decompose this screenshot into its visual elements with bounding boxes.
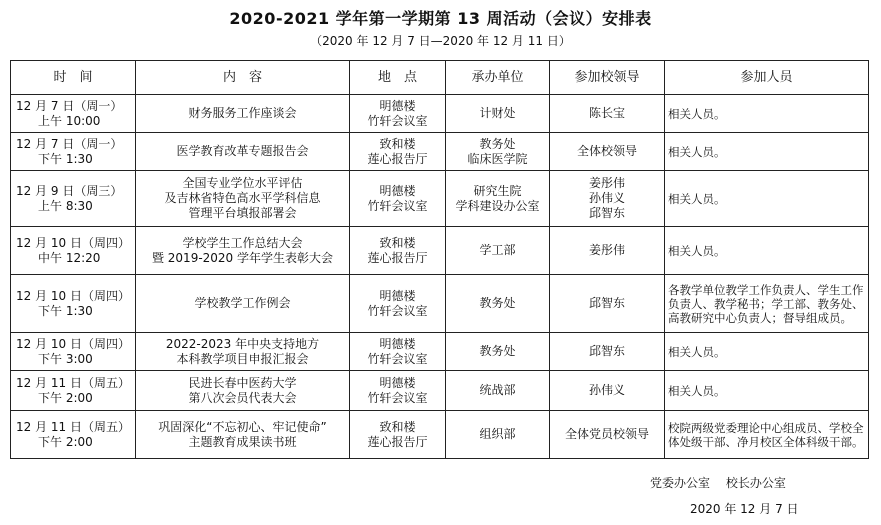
cell-host	[446, 95, 550, 133]
cell-date: 12 月 11 日（周五）	[16, 419, 130, 434]
cell-clock-time: 下午 1:30	[38, 303, 93, 318]
cell-date: 12 月 10 日（周四）	[16, 288, 130, 303]
cell-time	[11, 411, 136, 459]
page-subtitle: （2020 年 12 月 7 日—2020 年 12 月 11 日）	[310, 34, 571, 48]
cell-time	[11, 371, 136, 411]
cell-people: 相关人员。	[665, 171, 869, 227]
table-row	[11, 133, 869, 171]
cell-clock-time: 上午 10:00	[38, 113, 101, 128]
cell-clock-time: 下午 2:00	[38, 434, 93, 449]
cell-people: 相关人员。	[665, 133, 869, 171]
table-row	[11, 227, 869, 275]
header-host: 承办单位	[446, 61, 550, 95]
cell-place-line: 致和楼	[379, 419, 416, 434]
cell-place-line: 明德楼	[379, 288, 416, 303]
cell-content	[136, 95, 350, 133]
cell-host	[446, 227, 550, 275]
cell-content	[136, 227, 350, 275]
table-header-row	[11, 61, 869, 95]
cell-date: 12 月 9 日（周三）	[16, 183, 123, 198]
cell-leaders-line: 孙伟义	[588, 383, 625, 397]
cell-host	[446, 371, 550, 411]
cell-content-line: 财务服务工作座谈会	[188, 106, 297, 120]
cell-clock-time: 下午 2:00	[38, 390, 93, 405]
cell-people: 相关人员。	[665, 333, 869, 371]
cell-content-line: 医学教育改革专题报告会	[176, 144, 309, 158]
cell-clock-time: 上午 8:30	[38, 198, 93, 213]
cell-leaders	[550, 275, 665, 333]
header-content: 内 容	[136, 61, 350, 95]
cell-leaders	[550, 95, 665, 133]
cell-place-line: 竹轩会议室	[367, 390, 428, 405]
cell-time	[11, 333, 136, 371]
cell-content-line: 第八次会员代表大会	[188, 390, 297, 405]
cell-place-line: 明德楼	[379, 98, 416, 113]
cell-time	[11, 227, 136, 275]
table-row	[11, 371, 869, 411]
cell-place-line: 莲心报告厅	[367, 434, 428, 449]
header-people: 参加人员	[665, 61, 869, 95]
table-row	[11, 411, 869, 459]
cell-host-line: 教务处	[479, 344, 516, 358]
cell-time	[11, 95, 136, 133]
cell-place-line: 致和楼	[379, 136, 416, 151]
header-place: 地 点	[350, 61, 446, 95]
cell-content	[136, 133, 350, 171]
table-row	[11, 95, 869, 133]
table-row	[11, 333, 869, 371]
cell-place-line: 竹轩会议室	[367, 198, 428, 213]
cell-host-line: 计财处	[479, 106, 516, 120]
cell-content-line: 暨 2019-2020 学年学生表彰大会	[151, 250, 334, 265]
cell-host	[446, 171, 550, 227]
cell-content-line: 民进长春中医药大学	[188, 375, 297, 390]
cell-content	[136, 371, 350, 411]
cell-people: 相关人员。	[665, 227, 869, 275]
cell-place-line: 致和楼	[379, 235, 416, 250]
cell-date: 12 月 7 日（周一）	[16, 136, 123, 151]
cell-place-line: 竹轩会议室	[367, 113, 428, 128]
cell-content-line: 全国专业学位水平评估	[182, 176, 303, 190]
cell-host-line: 学工部	[479, 243, 516, 257]
cell-place	[350, 411, 446, 459]
cell-host	[446, 411, 550, 459]
cell-leaders	[550, 411, 665, 459]
cell-place	[350, 227, 446, 275]
cell-leaders	[550, 133, 665, 171]
table-row	[11, 275, 869, 333]
cell-host-line: 教务处	[479, 136, 516, 151]
cell-host	[446, 333, 550, 371]
cell-place	[350, 333, 446, 371]
cell-place	[350, 275, 446, 333]
cell-content	[136, 411, 350, 459]
cell-date: 12 月 7 日（周一）	[16, 98, 123, 113]
cell-leaders	[550, 171, 665, 227]
cell-place	[350, 371, 446, 411]
cell-people: 校院两级党委理论中心组成员、学校全体处级干部、净月校区全体科级干部。	[665, 411, 869, 459]
cell-place-line: 明德楼	[379, 375, 416, 390]
cell-people: 相关人员。	[665, 371, 869, 411]
header-time: 时 间	[11, 61, 136, 95]
cell-content	[136, 275, 350, 333]
cell-host	[446, 275, 550, 333]
cell-place-line: 莲心报告厅	[367, 250, 428, 265]
cell-leaders	[550, 227, 665, 275]
cell-clock-time: 中午 12:20	[38, 250, 101, 265]
cell-content-line: 管理平台填报部署会	[188, 206, 297, 220]
cell-host-line: 研究生院	[473, 183, 522, 198]
cell-place-line: 明德楼	[379, 183, 416, 198]
table-row	[11, 171, 869, 227]
cell-place-line: 莲心报告厅	[367, 151, 428, 166]
cell-time	[11, 275, 136, 333]
cell-content-line: 学校教学工作例会	[194, 296, 291, 310]
cell-people: 相关人员。	[665, 95, 869, 133]
cell-leaders-line: 全体党员校领导	[564, 427, 649, 441]
cell-leaders	[550, 333, 665, 371]
cell-leaders-line: 陈长宝	[588, 106, 625, 120]
cell-clock-time: 下午 1:30	[38, 151, 93, 166]
cell-place	[350, 133, 446, 171]
cell-clock-time: 下午 3:00	[38, 351, 93, 366]
cell-content	[136, 171, 350, 227]
cell-content-line: 本科教学项目申报汇报会	[176, 351, 309, 366]
cell-place	[350, 171, 446, 227]
cell-people: 各教学单位教学工作负责人、学生工作负责人、教学秘书；学工部、教务处、高教研究中心负责人；督导组成员。	[665, 275, 869, 333]
cell-date: 12 月 11 日（周五）	[16, 375, 130, 390]
cell-host-line: 统战部	[479, 383, 516, 397]
cell-date: 12 月 10 日（周四）	[16, 336, 130, 351]
cell-place-line: 明德楼	[379, 336, 416, 351]
cell-time	[11, 171, 136, 227]
cell-content-line: 学校学生工作总结大会	[182, 235, 303, 250]
cell-leaders-line: 邱智东	[588, 206, 625, 220]
cell-leaders-line: 姜彤伟	[588, 243, 625, 257]
cell-leaders-line: 全体校领导	[576, 144, 637, 158]
cell-host-line: 教务处	[479, 296, 516, 310]
header-leaders: 参加校领导	[550, 61, 665, 95]
cell-content-line: 及吉林省特色高水平学科信息	[164, 191, 321, 205]
cell-host-line: 组织部	[479, 427, 516, 441]
cell-date: 12 月 10 日（周四）	[16, 235, 130, 250]
cell-place-line: 竹轩会议室	[367, 303, 428, 318]
cell-content	[136, 333, 350, 371]
footer-date: 2020 年 12 月 7 日	[690, 502, 799, 516]
cell-leaders-line: 邱智东	[588, 296, 625, 310]
footer-offices: 党委办公室 校长办公室	[650, 476, 786, 490]
cell-place	[350, 95, 446, 133]
cell-content-line: 巩固深化“不忘初心、牢记使命”	[158, 419, 327, 434]
cell-leaders	[550, 371, 665, 411]
cell-leaders-line: 邱智东	[588, 344, 625, 358]
cell-content-line: 主题教育成果读书班	[188, 434, 297, 449]
cell-content-line: 2022-2023 年中央支持地方	[165, 336, 320, 351]
cell-leaders-line: 孙伟义	[588, 191, 625, 205]
cell-time	[11, 133, 136, 171]
cell-place-line: 竹轩会议室	[367, 351, 428, 366]
cell-host	[446, 133, 550, 171]
page-title: 2020-2021 学年第一学期第 13 周活动（会议）安排表	[229, 9, 652, 28]
cell-host-line: 临床医学院	[467, 151, 528, 166]
schedule-table	[10, 60, 869, 459]
cell-leaders-line: 姜彤伟	[588, 176, 625, 190]
cell-host-line: 学科建设办公室	[455, 198, 540, 213]
